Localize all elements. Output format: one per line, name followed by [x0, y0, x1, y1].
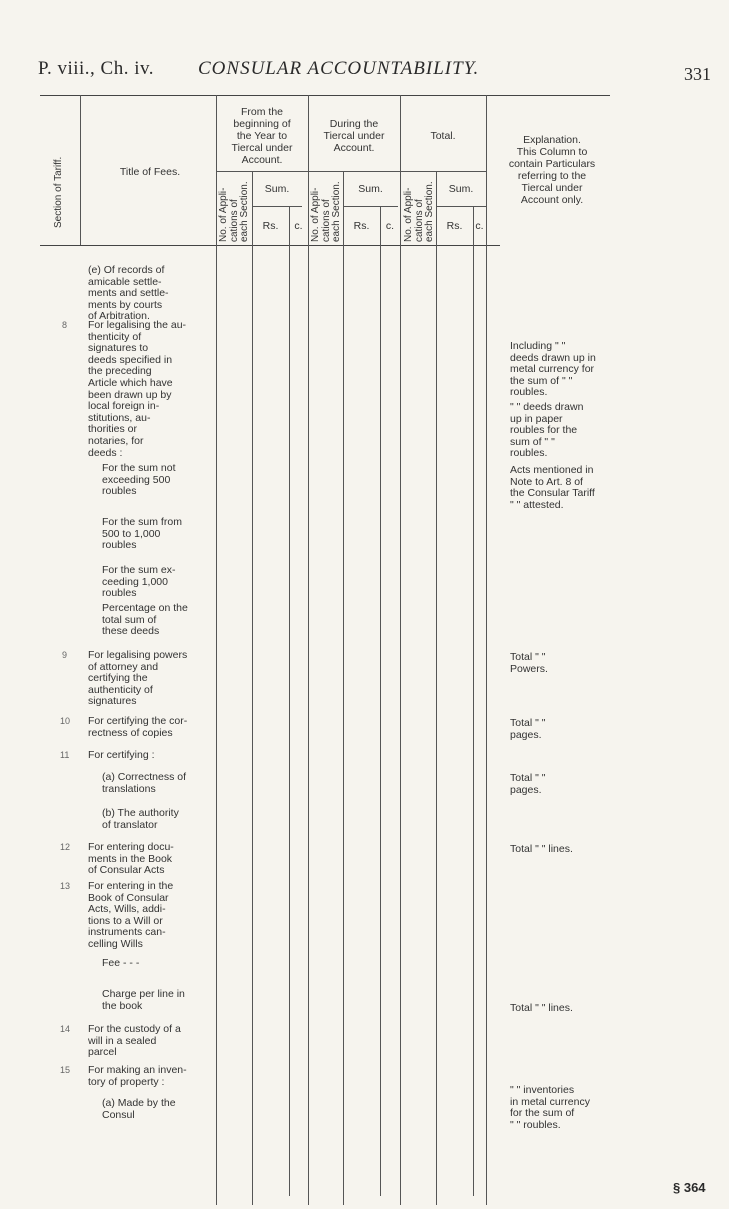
fee-title: For legalising powers of attorney and certifying the authenticity of signatures: [88, 649, 188, 708]
fee-title: For making an inven- tory of property :: [88, 1064, 187, 1088]
section-number: 10: [60, 716, 71, 726]
col-sum-2: Sum.: [358, 183, 383, 195]
fee-title: For the custody of a will in a sealed parcel: [88, 1023, 181, 1059]
fee-title: For legalising the au- thenticity of signatures to deeds specified in the preceding Article which have been drawn up by local foreign in- stitutions, au- thorities or notaries, for deeds :: [88, 319, 187, 459]
col-from-year: From the beginning of the Year to Tiercal under Account.: [231, 106, 293, 166]
section-footer-mark: § 364: [673, 1180, 706, 1195]
explanation-note: Total " " pages.: [510, 772, 546, 796]
col-c-3: c.: [475, 220, 484, 232]
section-number: 11: [60, 750, 70, 760]
fee-title: For the sum from 500 to 1,000 roubles: [102, 516, 182, 552]
fee-title: (a) Correctness of translations: [102, 771, 187, 795]
explanation-note: Total " " lines.: [510, 843, 573, 855]
col-explanation: Explanation. This Column to contain Particulars referring to the Tiercal under Account only.: [508, 134, 596, 206]
col-rs-2: Rs.: [353, 220, 370, 232]
col-total: Total.: [430, 130, 456, 142]
col-no-applications-2: No. of Appli- cations of each Section.: [310, 181, 342, 242]
explanation-note: Total " " Powers.: [510, 651, 548, 675]
section-number: 14: [60, 1024, 71, 1034]
fee-title: For entering in the Book of Consular Acts, Wills, addi- tions to a Will or instruments can- celling Wills: [88, 880, 174, 950]
col-rs-1: Rs.: [262, 220, 279, 232]
page-title: CONSULAR ACCOUNTABILITY.: [198, 58, 480, 79]
col-sum-1: Sum.: [264, 183, 290, 195]
col-c-1: c.: [294, 220, 303, 232]
page-number: 331: [684, 64, 711, 84]
col-title-of-fees: Title of Fees.: [119, 166, 181, 178]
section-number: 13: [60, 881, 71, 891]
section-number: 9: [62, 650, 68, 660]
col-no-applications-3: No. of Appli- cations of each Section.: [403, 181, 435, 242]
fee-title: (e) Of records of amicable settle- ments and settle- ments by courts of Arbitration.: [88, 264, 169, 323]
fee-title: For certifying the cor- rectness of copies: [88, 715, 188, 739]
section-number: 8: [62, 320, 68, 330]
fee-title: For certifying :: [88, 749, 155, 761]
col-during: During the Tiercal under Account.: [323, 118, 385, 154]
fee-title: (a) Made by the Consul: [102, 1097, 176, 1121]
col-section: Section of Tariff.: [53, 156, 64, 228]
col-c-2: c.: [385, 220, 395, 232]
fee-title: For entering docu- ments in the Book of Consular Acts: [88, 841, 174, 877]
fee-title: For the sum not exceeding 500 roubles: [102, 462, 176, 498]
explanation-note: Acts mentioned in Note to Art. 8 of the Consular Tariff " " attested.: [510, 464, 595, 511]
section-number: 15: [60, 1065, 71, 1075]
explanation-note: Total " " pages.: [510, 717, 546, 741]
explanation-note: " " inventories in metal currency for the sum of " " roubles.: [510, 1084, 590, 1131]
fee-title: Charge per line in the book: [102, 988, 185, 1012]
fee-title: Percentage on the total sum of these deeds: [102, 602, 188, 638]
fee-title: Fee - - -: [102, 957, 140, 969]
chapter-heading: P. viii., Ch. iv.: [38, 58, 155, 79]
fee-title: For the sum ex- ceeding 1,000 roubles: [102, 564, 176, 600]
explanation-note: Including " " deeds drawn up in metal currency for the sum of " " roubles.: [510, 340, 596, 399]
col-no-applications-1: No. of Appli- cations of each Section.: [218, 181, 250, 242]
col-rs-3: Rs.: [446, 220, 463, 232]
explanation-note: Total " " lines.: [510, 1002, 573, 1014]
section-number: 12: [60, 842, 71, 852]
col-sum-3: Sum.: [448, 183, 474, 195]
explanation-note: " " deeds drawn up in paper roubles for the sum of " " roubles.: [510, 401, 584, 460]
fee-title: (b) The authority of translator: [102, 807, 179, 831]
